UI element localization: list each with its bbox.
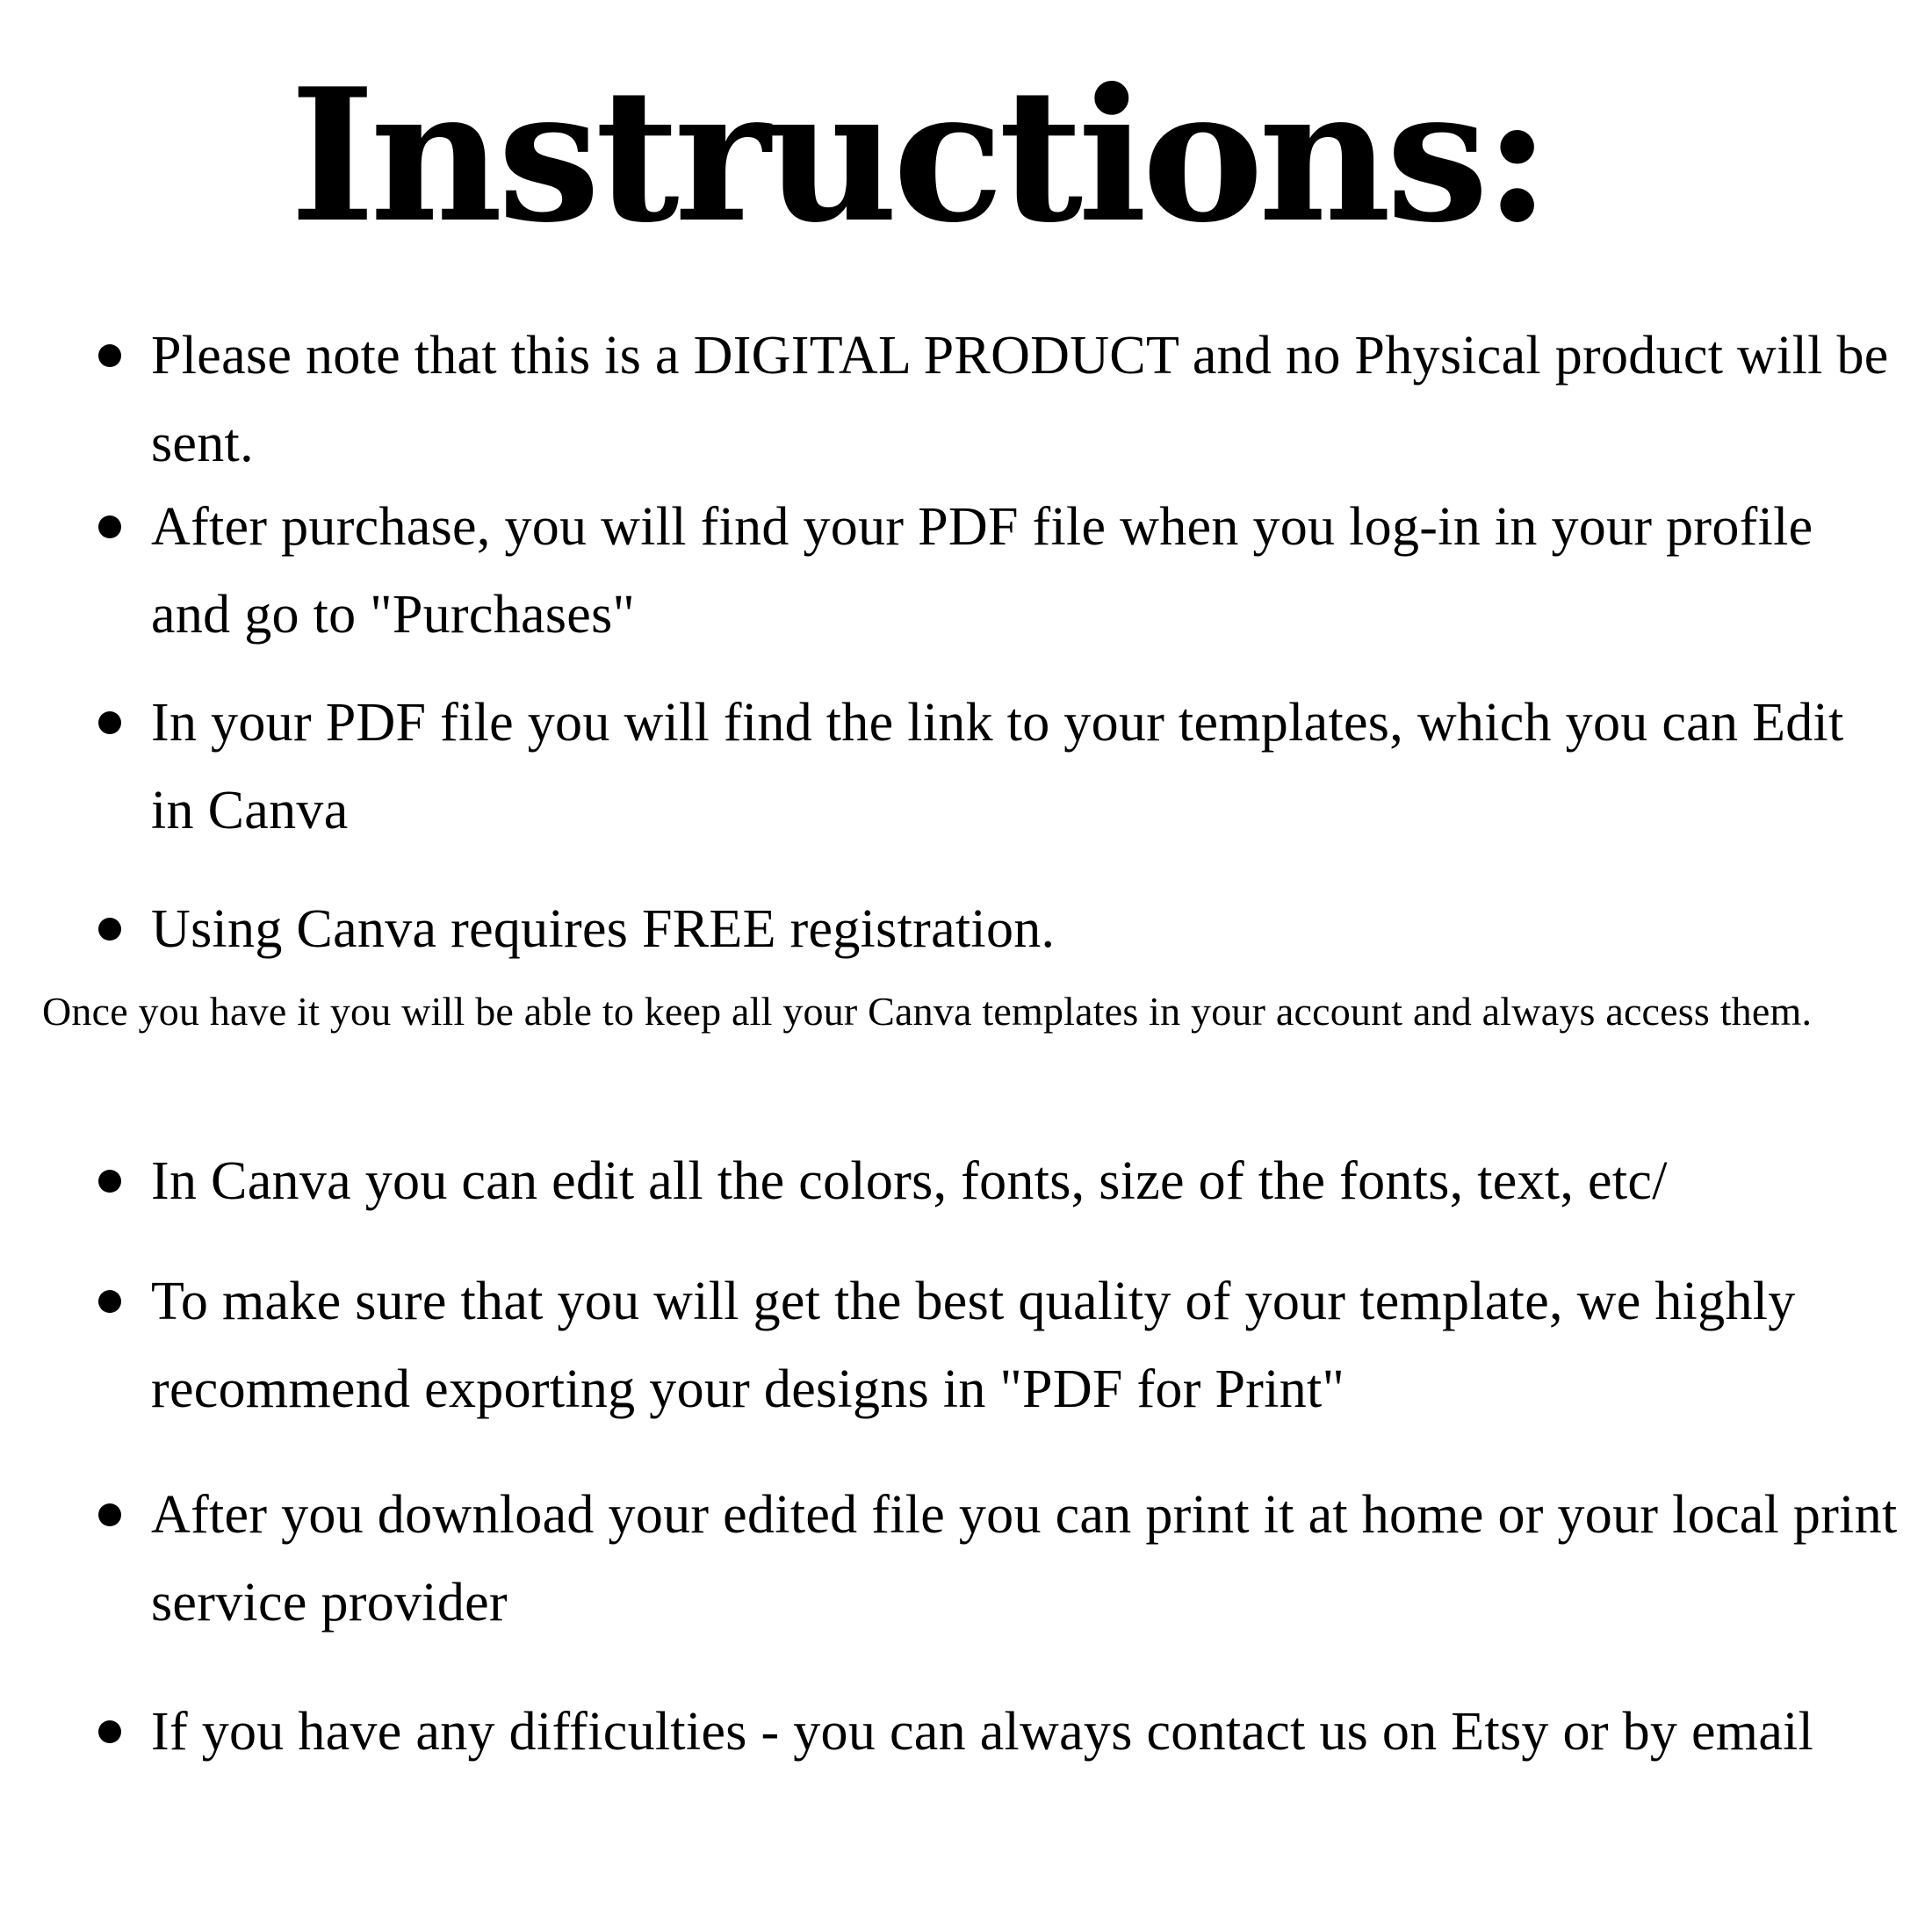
bullet-icon [98,1290,121,1313]
bullet-icon [98,1720,121,1743]
bullet-icon [98,1503,121,1526]
page-title: Instructions: [290,49,1546,263]
list-item-text: In your PDF file you will find the link to your templates, which you can Edit in Canva [151,693,1844,840]
registration-note: Once you have it you will be able to keep all your Canva templates in your account and always access them. [42,989,1813,1034]
list-item-text: After purchase, you will find your PDF file when you log-in in your profile and go to "Purchases" [151,497,1813,645]
list-item-text: Please note that this is a DIGITAL PRODUCT and no Physical product will be sent. [151,326,1889,473]
bullet-icon [98,918,121,941]
list-item-text: To make sure that you will get the best quality of your template, we highly recommend exporting your designs in "PDF for Print" [151,1272,1796,1419]
list-item-text: If you have any difficulties - you can always contact us on Etsy or by email [151,1702,1814,1762]
bullet-icon [98,1170,121,1193]
bullet-icon [98,711,121,734]
bullet-icon [98,344,121,367]
list-item-text: In Canva you can edit all the colors, fonts, size of the fonts, text, etc/ [151,1151,1668,1211]
list-item-text: Using Canva requires FREE registration. [151,899,1056,959]
bullet-icon [98,515,121,538]
list-item-text: After you download your edited file you can print it at home or your local print service provider [151,1485,1898,1633]
